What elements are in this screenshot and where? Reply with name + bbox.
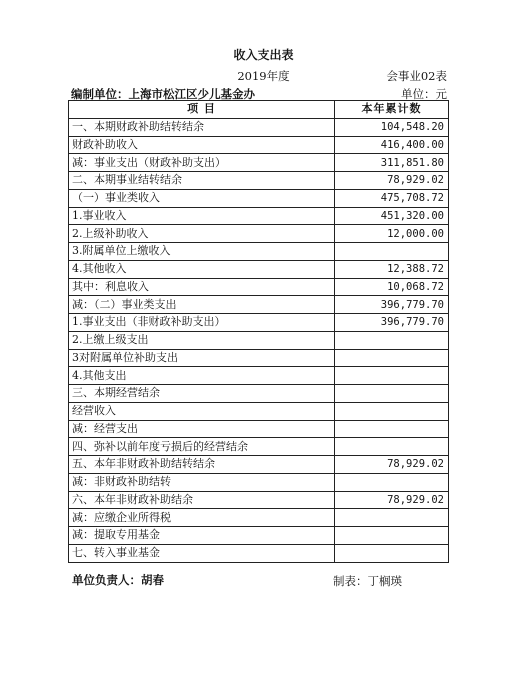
row-amount: 451,320.00	[335, 207, 449, 225]
row-item-label: 4.其他收入	[69, 260, 335, 278]
row-item-label: 2.上级补助收入	[69, 225, 335, 243]
income-expenditure-table	[68, 100, 449, 563]
row-item-label: 2.上缴上级支出	[69, 331, 335, 349]
document-title: 收入支出表	[233, 48, 294, 62]
table-body	[69, 118, 449, 562]
table-row	[69, 349, 449, 367]
row-item-label: 六、本年非财政补助结余	[69, 491, 335, 509]
row-amount	[335, 385, 449, 403]
table-row	[69, 456, 449, 474]
row-item-label: 减：提取专用基金	[69, 527, 335, 545]
preparer: 制表：丁榈瑛	[333, 574, 402, 588]
amount-column-header: 本年累计数	[335, 101, 449, 119]
row-amount: 396,779.70	[335, 314, 449, 332]
table-row	[69, 402, 449, 420]
table-row	[69, 189, 449, 207]
row-item-label: （一）事业类收入	[69, 189, 335, 207]
row-item-label: 二、本期事业结转结余	[69, 172, 335, 190]
table-row	[69, 385, 449, 403]
row-item-label: 财政补助收入	[69, 136, 335, 154]
table-row	[69, 136, 449, 154]
row-item-label: 五、本年非财政补助结转结余	[69, 456, 335, 474]
row-amount: 12,388.72	[335, 260, 449, 278]
table-row	[69, 367, 449, 385]
row-amount	[335, 243, 449, 261]
row-item-label: 减：应缴企业所得税	[69, 509, 335, 527]
row-amount	[335, 402, 449, 420]
row-amount	[335, 527, 449, 545]
item-column-header: 项 目	[69, 101, 335, 119]
table-row	[69, 438, 449, 456]
row-item-label: 4.其他支出	[69, 367, 335, 385]
table-row	[69, 331, 449, 349]
row-item-label: 四、弥补以前年度亏损后的经营结余	[69, 438, 335, 456]
row-item-label: 减：事业支出（财政补助支出）	[69, 154, 335, 172]
row-item-label: 经营收入	[69, 402, 335, 420]
row-amount: 78,929.02	[335, 491, 449, 509]
row-amount: 10,068.72	[335, 278, 449, 296]
table-row	[69, 225, 449, 243]
table-row	[69, 172, 449, 190]
row-amount	[335, 349, 449, 367]
row-amount: 475,708.72	[335, 189, 449, 207]
form-code: 会事业02表	[386, 69, 447, 83]
table-row	[69, 154, 449, 172]
row-amount	[335, 438, 449, 456]
table-row	[69, 509, 449, 527]
currency-unit: 单位：元	[401, 87, 447, 101]
row-amount	[335, 544, 449, 562]
table-row	[69, 527, 449, 545]
row-item-label: 3.附属单位上缴收入	[69, 243, 335, 261]
row-item-label: 1.事业支出（非财政补助支出）	[69, 314, 335, 332]
table-row	[69, 243, 449, 261]
row-amount: 104,548.20	[335, 118, 449, 136]
preparing-unit: 编制单位：上海市松江区少儿基金办	[71, 87, 255, 101]
row-amount	[335, 420, 449, 438]
table-row	[69, 544, 449, 562]
row-item-label: 减：（二）事业类支出	[69, 296, 335, 314]
row-item-label: 三、本期经营结余	[69, 385, 335, 403]
row-amount: 311,851.80	[335, 154, 449, 172]
table-header-row	[69, 101, 449, 119]
row-amount	[335, 473, 449, 491]
table-row	[69, 260, 449, 278]
table-row	[69, 473, 449, 491]
row-item-label: 减：非财政补助结转	[69, 473, 335, 491]
row-item-label: 1.事业收入	[69, 207, 335, 225]
table-row	[69, 314, 449, 332]
row-amount: 12,000.00	[335, 225, 449, 243]
row-amount: 416,400.00	[335, 136, 449, 154]
row-amount	[335, 509, 449, 527]
row-amount	[335, 331, 449, 349]
document-year: 2019年度	[237, 69, 290, 83]
table-row	[69, 207, 449, 225]
row-item-label: 减：经营支出	[69, 420, 335, 438]
table-row	[69, 278, 449, 296]
responsible-person: 单位负责人：胡春	[72, 573, 164, 587]
table-row	[69, 420, 449, 438]
row-item-label: 七、转入事业基金	[69, 544, 335, 562]
row-amount: 396,779.70	[335, 296, 449, 314]
table-row	[69, 118, 449, 136]
row-amount	[335, 367, 449, 385]
row-amount: 78,929.02	[335, 172, 449, 190]
table-row	[69, 491, 449, 509]
table-row	[69, 296, 449, 314]
row-item-label: 一、本期财政补助结转结余	[69, 118, 335, 136]
row-item-label: 3对附属单位补助支出	[69, 349, 335, 367]
row-amount: 78,929.02	[335, 456, 449, 474]
row-item-label: 其中：利息收入	[69, 278, 335, 296]
